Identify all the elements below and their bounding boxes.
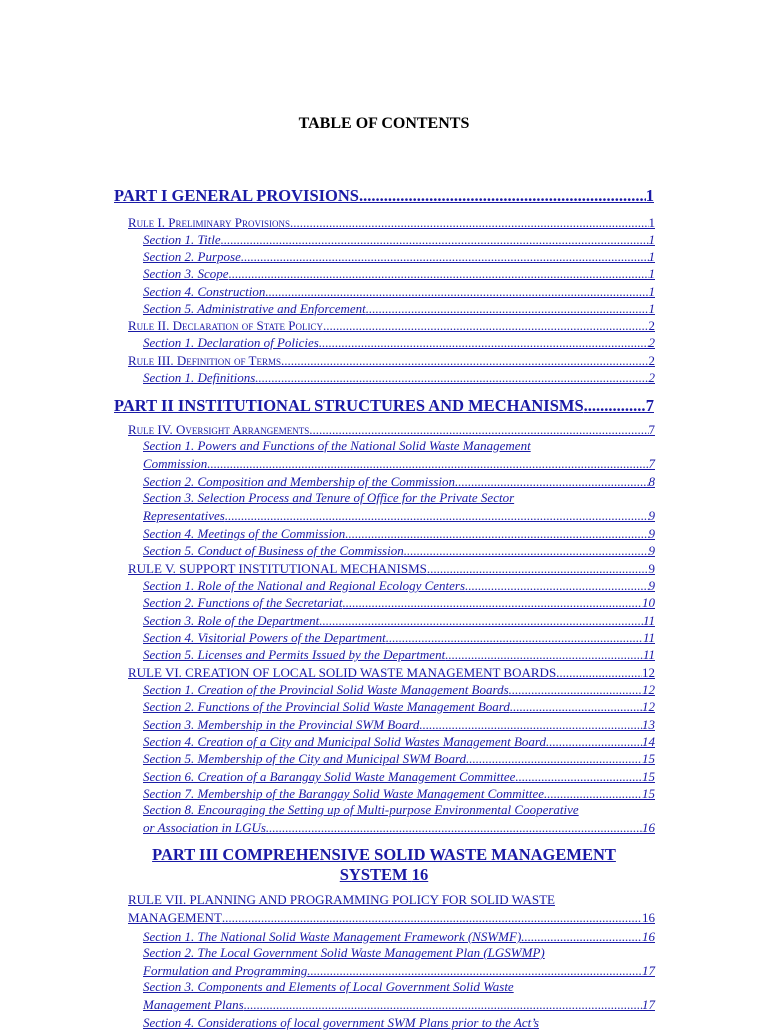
- toc-entry-label: Section 1. Role of the National and Regional Ecology Centers: [143, 578, 466, 593]
- toc-dot-leader: [445, 647, 643, 663]
- toc-entry-label: Section 1. Title: [143, 232, 221, 247]
- toc-page-number: 8: [648, 474, 655, 489]
- toc-entry-label: Rule I. Preliminary Provisions: [128, 215, 290, 230]
- toc-dot-leader: [366, 301, 649, 317]
- toc-page-number: 1: [648, 301, 655, 316]
- toc-entry[interactable]: [143, 594, 655, 611]
- toc-page-number: 9: [648, 526, 655, 541]
- toc-dot-leader: [323, 318, 649, 334]
- toc-entry-label: Section 3. Membership in the Provincial SWM Board: [143, 717, 420, 732]
- toc-page-number: 15: [642, 786, 655, 801]
- toc-dot-leader: [345, 526, 648, 542]
- toc-dot-leader: [207, 456, 648, 472]
- toc-entry-line[interactable]: Section 1. Powers and Functions of the National Solid Waste Management: [143, 438, 531, 453]
- toc-entry[interactable]: [128, 909, 655, 926]
- toc-dot-leader: [266, 820, 642, 836]
- toc-entry[interactable]: [143, 542, 655, 559]
- toc-page-number: 9: [648, 543, 655, 558]
- toc-entry-label: Section 3. Scope: [143, 266, 229, 281]
- toc-page-number: 1: [648, 249, 655, 264]
- toc-entry[interactable]: [143, 733, 655, 750]
- toc-entry-label: Section 3. Role of the Department: [143, 613, 320, 628]
- toc-entry-label: Commission: [143, 456, 208, 472]
- toc-dot-leader: [229, 266, 649, 282]
- toc-entry-line[interactable]: Section 8. Encouraging the Setting up of Multi-purpose Environmental Cooperative: [143, 802, 579, 817]
- toc-entry[interactable]: [143, 525, 655, 542]
- toc-entry-label: Section 4. Meetings of the Commission: [143, 526, 346, 541]
- toc-page-number: 16: [642, 910, 655, 926]
- toc-entry[interactable]: [143, 681, 655, 698]
- toc-entry[interactable]: [143, 1014, 655, 1031]
- toc-part-3[interactable]: [100, 845, 668, 885]
- toc-page-number: 16: [642, 929, 655, 944]
- toc-entry-label: Section 4. Visitorial Powers of the Department: [143, 630, 386, 645]
- toc-entry-label: Section 4. Construction: [143, 284, 266, 299]
- toc-dot-leader: [386, 630, 643, 646]
- toc-entry[interactable]: [143, 646, 655, 663]
- toc-entry-label: Section 2. Functions of the Secretariat: [143, 595, 343, 610]
- part3-page: 16: [411, 865, 429, 884]
- toc-entry[interactable]: [114, 184, 654, 206]
- toc-dot-leader: [359, 186, 646, 206]
- toc-entry-label: Management Plans: [143, 997, 244, 1013]
- toc-entry[interactable]: [128, 664, 655, 681]
- toc-entry[interactable]: [143, 612, 655, 629]
- toc-entry-label: Rule II. Declaration of State Policy: [128, 318, 323, 333]
- toc-entry[interactable]: [128, 352, 655, 369]
- toc-entry-label: Formulation and Programming: [143, 963, 308, 979]
- toc-page-number: 11: [642, 647, 655, 662]
- toc-entry[interactable]: [143, 455, 655, 472]
- toc-entry[interactable]: [143, 507, 655, 524]
- toc-dot-leader: [343, 595, 642, 611]
- toc-page-number: 17: [642, 963, 655, 979]
- toc-dot-leader: [427, 561, 649, 577]
- toc-dot-leader: [265, 284, 648, 300]
- toc-dot-leader: [319, 335, 649, 351]
- toc-page-number: 7: [645, 396, 654, 415]
- toc-page-number: 9: [648, 561, 655, 576]
- toc-entry-label: Section 1. Declaration of Policies: [143, 335, 319, 350]
- toc-entry[interactable]: [128, 560, 655, 577]
- toc-page-number: 1: [648, 284, 655, 299]
- toc-page-number: 10: [642, 595, 655, 610]
- toc-dot-leader: [465, 578, 648, 594]
- toc-entry-label: Section 5. Membership of the City and Municipal SWM Board: [143, 751, 467, 766]
- toc-page-number: 14: [642, 734, 655, 749]
- toc-entry-line[interactable]: Section 3. Components and Elements of Local Government Solid Waste: [143, 979, 514, 994]
- toc-entry[interactable]: [143, 231, 655, 248]
- toc-page-number: 17: [642, 997, 655, 1013]
- toc-dot-leader: [255, 370, 648, 386]
- toc-page-number: 12: [642, 699, 655, 714]
- toc-entry[interactable]: [143, 750, 655, 767]
- toc-entry[interactable]: [143, 300, 655, 317]
- toc-dot-leader: [241, 249, 649, 265]
- toc-dot-leader: [307, 963, 642, 979]
- toc-page-number: 7: [648, 456, 655, 472]
- toc-entry[interactable]: [143, 283, 655, 300]
- toc-page-number: 15: [642, 751, 655, 766]
- toc-entry[interactable]: [128, 421, 655, 438]
- toc-entry-label: PART I GENERAL PROVISIONS: [114, 186, 359, 205]
- toc-entry-label: Section 1. Definitions: [143, 370, 256, 385]
- toc-dot-leader: [546, 734, 642, 750]
- toc-entry[interactable]: [143, 369, 655, 386]
- toc-entry[interactable]: [143, 768, 655, 785]
- toc-page-number: 1: [648, 215, 655, 230]
- toc-entry-label: Section 5. Administrative and Enforcement: [143, 301, 366, 316]
- toc-entry[interactable]: [143, 928, 655, 945]
- toc-entry-label: MANAGEMENT: [128, 910, 222, 926]
- toc-title: TABLE OF CONTENTS: [298, 115, 470, 132]
- toc-entry[interactable]: [143, 265, 655, 282]
- toc-dot-leader: [556, 665, 642, 681]
- toc-dot-leader: [225, 508, 649, 524]
- toc-entry-label: Rule IV. Oversight Arrangements: [128, 422, 310, 437]
- toc-entry-label: Section 4. Creation of a City and Municipal Solid Wastes Management Board: [143, 734, 546, 749]
- toc-entry-line[interactable]: Section 2. The Local Government Solid Waste Management Plan (LGSWMP): [143, 945, 545, 960]
- toc-dot-leader: [419, 717, 642, 733]
- toc-page-number: 9: [648, 508, 655, 524]
- toc-entry[interactable]: [143, 785, 655, 802]
- toc-page-number: 2: [648, 353, 655, 368]
- toc-entry-label: Section 2. Purpose: [143, 249, 241, 264]
- toc-entry[interactable]: [143, 996, 655, 1013]
- toc-page-number: 1: [648, 266, 655, 281]
- toc-entry-line[interactable]: Section 3. Selection Process and Tenure of Office for the Private Sector: [143, 490, 515, 505]
- toc-page-number: 16: [642, 820, 655, 836]
- toc-dot-leader: [222, 910, 642, 926]
- toc-dot-leader: [244, 997, 642, 1013]
- toc-page-number: 2: [648, 318, 655, 333]
- toc-dot-leader: [290, 215, 649, 231]
- toc-entry[interactable]: [143, 334, 655, 351]
- toc-entry-label: Section 6. Creation of a Barangay Solid Waste Management Committee: [143, 769, 516, 784]
- toc-dot-leader: [510, 699, 642, 715]
- toc-dot-leader: [309, 422, 648, 438]
- toc-entry-label: RULE V. SUPPORT INSTITUTIONAL MECHANISMS: [128, 561, 427, 576]
- toc-dot-leader: [281, 353, 648, 369]
- toc-dot-leader: [319, 613, 643, 629]
- toc-entry-label: Section 2. Functions of the Provincial Solid Waste Management Board: [143, 699, 510, 714]
- toc-page-number: 2: [648, 335, 655, 350]
- toc-page-number: 12: [642, 665, 655, 680]
- toc-entry[interactable]: [143, 716, 655, 733]
- toc-entry[interactable]: [143, 248, 655, 265]
- toc-entry[interactable]: [143, 819, 655, 836]
- toc-entry[interactable]: [128, 317, 655, 334]
- toc-entry[interactable]: [143, 473, 655, 490]
- toc-entry-line[interactable]: RULE VII. PLANNING AND PROGRAMMING POLICY FOR SOLID WASTE: [128, 892, 555, 907]
- toc-entry[interactable]: [143, 577, 655, 594]
- toc-entry-label: Section 5. Licenses and Permits Issued by the Department: [143, 647, 446, 662]
- toc-entry-label: Section 1. The National Solid Waste Management Framework (NSWMF): [143, 929, 522, 944]
- toc-dot-leader: [466, 751, 642, 767]
- toc-page-number: 1: [648, 232, 655, 247]
- toc-entry[interactable]: [143, 629, 655, 646]
- toc-entry[interactable]: [128, 214, 655, 231]
- toc-page-number: 13: [642, 717, 655, 732]
- toc-dot-leader: [521, 929, 642, 945]
- toc-entry[interactable]: [143, 962, 655, 979]
- toc-dot-leader: [404, 543, 649, 559]
- toc-page-number: 2: [648, 370, 655, 385]
- toc-entry-label: Section 1. Creation of the Provincial Solid Waste Management Boards: [143, 682, 509, 697]
- toc-dot-leader: [509, 682, 642, 698]
- toc-page-number: 11: [642, 630, 655, 645]
- toc-entry-label: PART II INSTITUTIONAL STRUCTURES AND MECHANISMS: [114, 396, 584, 415]
- toc-dot-leader: [455, 474, 649, 490]
- toc-dot-leader: [544, 786, 642, 802]
- toc-page-number: 1: [645, 186, 654, 205]
- toc-entry-label: Section 5. Conduct of Business of the Commission: [143, 543, 404, 558]
- toc-entry-label: Section 4. Considerations of local government SWM Plans prior to the Act’s: [143, 1015, 539, 1030]
- toc-entry-label: Section 2. Composition and Membership of the Commission: [143, 474, 455, 489]
- toc-page-number: 12: [642, 682, 655, 697]
- toc-page-number: 9: [648, 578, 655, 593]
- toc-page-number: 11: [642, 613, 655, 628]
- toc-entry-label: Representatives: [143, 508, 225, 524]
- part3-line2: SYSTEM: [339, 865, 408, 884]
- part3-line1: PART III COMPREHENSIVE SOLID WASTE MANAGEMENT: [152, 845, 616, 864]
- toc-dot-leader: [515, 769, 642, 785]
- toc-entry-label: or Association in LGUs: [143, 820, 266, 836]
- toc-dot-leader: [221, 232, 649, 248]
- toc-entry-label: Rule III. Definition of Terms: [128, 353, 282, 368]
- toc-entry-label: Section 7. Membership of the Barangay Solid Waste Management Committee: [143, 786, 545, 801]
- toc-entry-label: RULE VI. CREATION OF LOCAL SOLID WASTE MANAGEMENT BOARDS: [128, 665, 557, 680]
- toc-page-number: 7: [648, 422, 655, 437]
- toc-entry[interactable]: [143, 698, 655, 715]
- toc-entry[interactable]: [114, 394, 654, 416]
- toc-page-number: 15: [642, 769, 655, 784]
- toc-dot-leader: [584, 396, 646, 416]
